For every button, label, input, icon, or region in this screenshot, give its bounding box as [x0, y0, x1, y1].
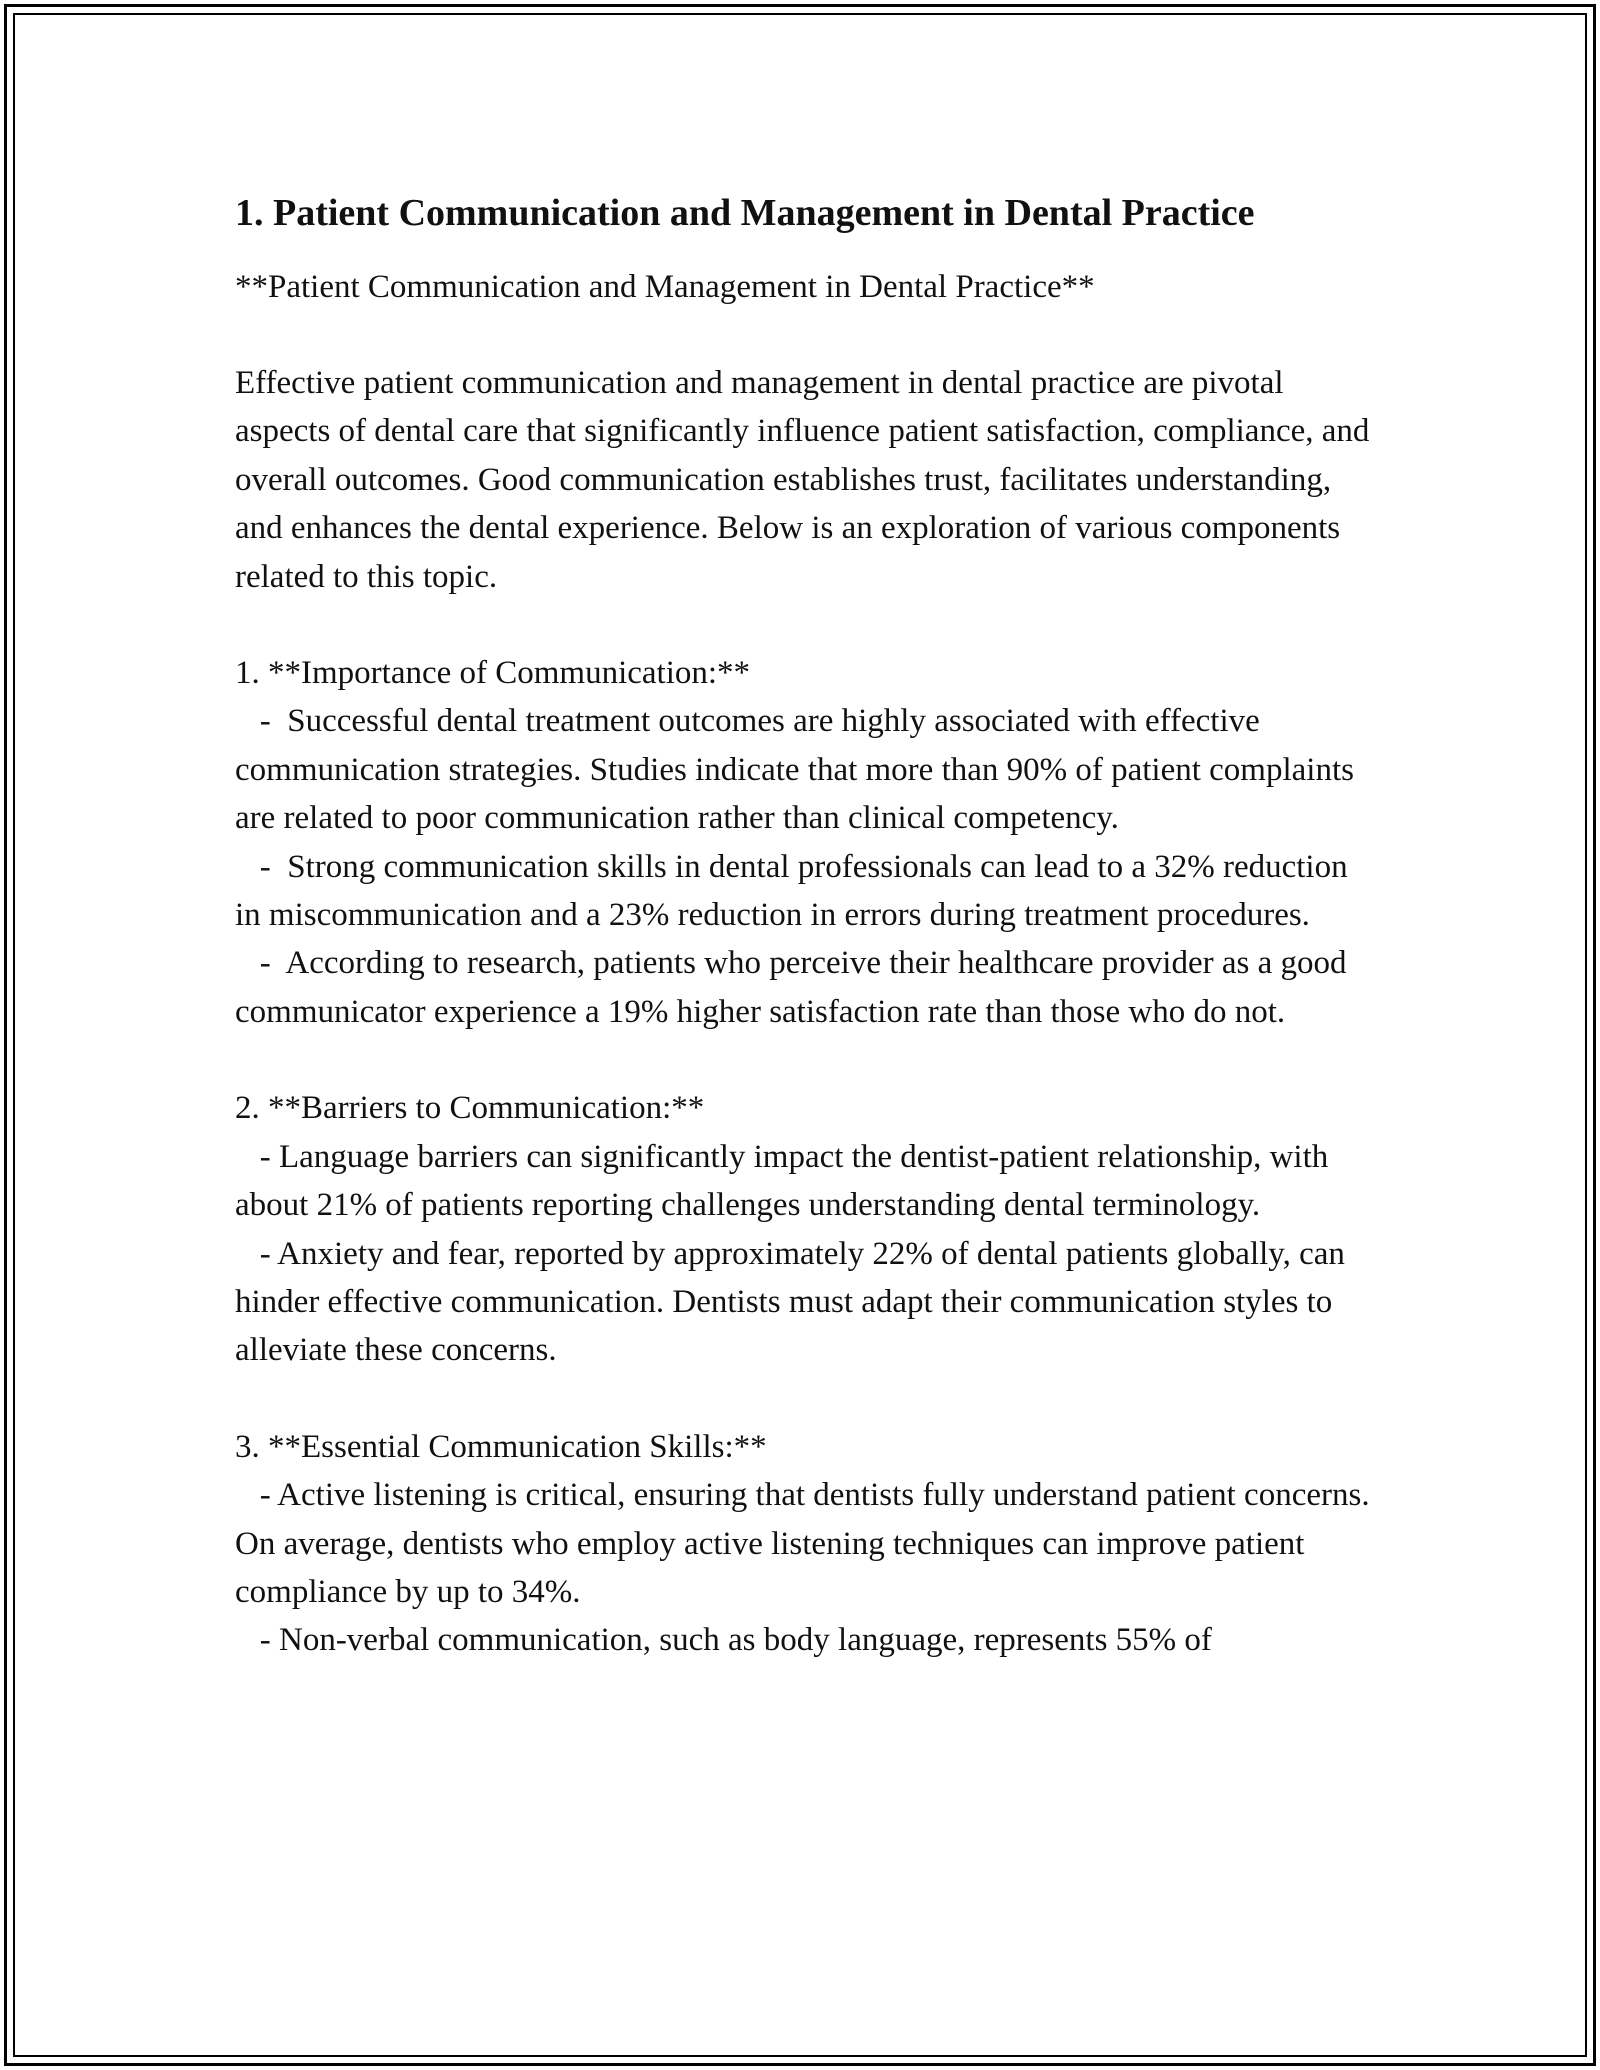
- spacer: [235, 1375, 1375, 1423]
- bullet-item: - Non-verbal communication, such as body language, represents 55% of: [235, 1622, 1212, 1659]
- bullet-item: - Successful dental treatment outcomes are highly associated with effective communication strategies. Studies indicate that more than 90% of patient complaints are related to poor communication rather than clinical competency.: [235, 703, 1363, 837]
- section-importance: [235, 649, 1375, 1036]
- section-heading: 3. **Essential Communication Skills:**: [235, 1428, 767, 1465]
- document-subtitle: **Patient Communication and Management in Dental Practice**: [235, 269, 1095, 305]
- bullet-item: - Anxiety and fear, reported by approximately 22% of dental patients globally, can hinder effective communication. Dentists must adapt their communication styles to alleviate these concerns.: [235, 1235, 1354, 1369]
- section-skills: [235, 1423, 1378, 1665]
- section-barriers: [235, 1084, 1375, 1374]
- bullet-item: - Active listening is critical, ensuring that dentists fully understand patient concerns. On average, dentists who employ active listening techniques can improve patient compliance by up to 34%.: [235, 1477, 1378, 1610]
- intro-paragraph: Effective patient communication and management in dental practice are pivotal aspects of dental care that significantly influence patient satisfaction, compliance, and overall outcomes. Good communication establishes trust, facilitates understanding, and enhances the dental experience. Below is an exploration of various components related to this topic.: [235, 365, 1378, 595]
- document-title: 1. Patient Communication and Management in Dental Practice: [235, 192, 1255, 234]
- spacer: [235, 311, 1375, 359]
- bullet-item: - According to research, patients who perceive their healthcare provider as a good communicator experience a 19% higher satisfaction rate than those who do not.: [235, 945, 1355, 1030]
- spacer: [235, 1036, 1375, 1084]
- section-heading: 2. **Barriers to Communication:**: [235, 1090, 705, 1127]
- document-body: [235, 185, 1378, 1665]
- bullet-item: - Strong communication skills in dental professionals can lead to a 32% reduction in miscommunication and a 23% reduction in errors during treatment procedures.: [235, 848, 1356, 934]
- bullet-item: - Language barriers can significantly impact the dentist-patient relationship, with about 21% of patients reporting challenges understanding dental terminology.: [235, 1138, 1337, 1224]
- section-heading: 1. **Importance of Communication:**: [235, 655, 751, 692]
- spacer: [235, 601, 1375, 649]
